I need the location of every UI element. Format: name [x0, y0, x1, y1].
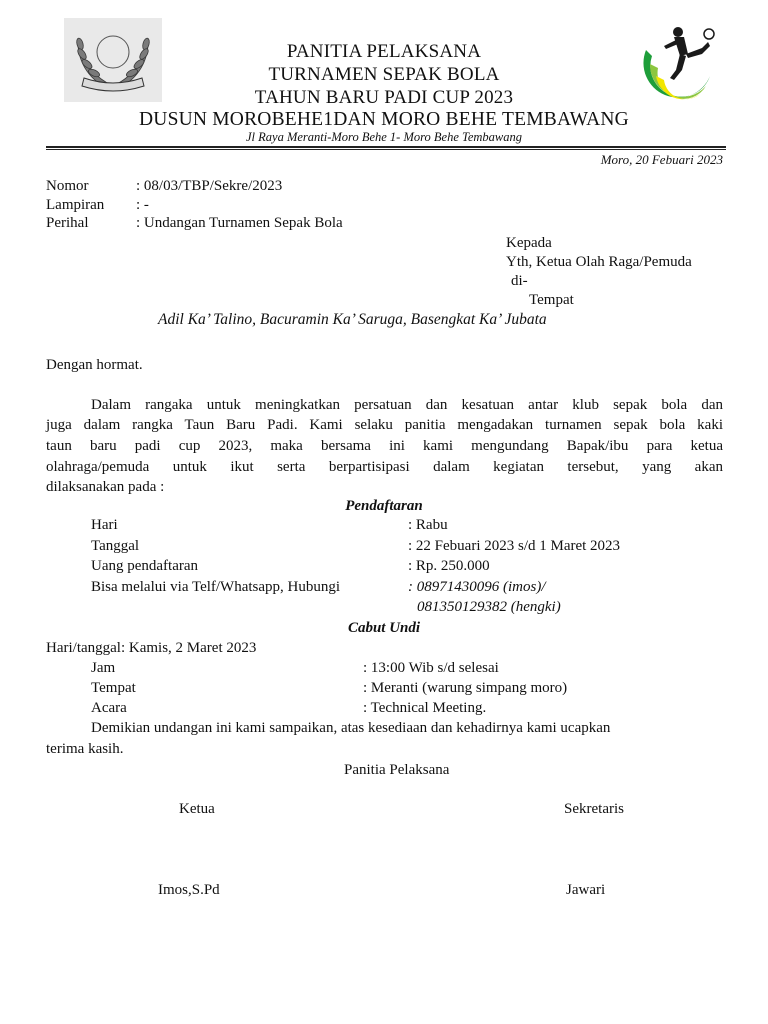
signature-right-title: Sekretaris: [564, 801, 624, 817]
body-line-4: olahraga/pemuda untuk ikut serta berpartisipasi dalam kegiatan tersebut, yang akan: [46, 459, 723, 475]
signature-right-name: Jawari: [566, 882, 606, 898]
perihal-value: : Undangan Turnamen Sepak Bola: [136, 215, 343, 231]
header-divider-thin: [46, 149, 726, 150]
cabut-undi-date: Hari/tanggal: Kamis, 2 Maret 2023: [46, 640, 257, 656]
lampiran-label: Lampiran: [46, 197, 105, 213]
recipient-to: Kepada: [506, 235, 552, 251]
signature-left-title: Ketua: [179, 801, 215, 817]
header-committee: PANITIA PELAKSANA: [286, 41, 482, 62]
pendaftaran-tanggal-label: Tanggal: [91, 538, 140, 554]
cabut-undi-title: Cabut Undi: [347, 620, 421, 636]
recipient-name: Yth, Ketua Olah Raga/Pemuda: [506, 254, 692, 270]
cabut-undi-acara-label: Acara: [91, 700, 127, 716]
cabut-undi-tempat-label: Tempat: [91, 680, 136, 696]
closing-line-1: Demikian undangan ini kami sampaikan, atas kesediaan dan kehadirnya kami ucapkan: [91, 720, 611, 736]
cabut-undi-jam-label: Jam: [91, 660, 116, 676]
pendaftaran-hari-label: Hari: [91, 517, 118, 533]
body-line-5: dilaksanakan pada :: [46, 479, 165, 495]
nomor-value: : 08/03/TBP/Sekre/2023: [136, 178, 283, 194]
pendaftaran-contact-label: Bisa melalui via Telf/Whatsapp, Hubungi: [91, 579, 341, 595]
recipient-place: Tempat: [529, 292, 574, 308]
header-event-title: TAHUN BARU PADI CUP 2023: [254, 87, 514, 108]
body-line-2: juga dalam rangka Taun Baru Padi. Kami selaku panitia mengadakan turnamen sepak bola kaki: [46, 417, 723, 433]
pendaftaran-hari-value: : Rabu: [408, 517, 448, 533]
pendaftaran-tanggal-value: : 22 Febuari 2023 s/d 1 Maret 2023: [408, 538, 621, 554]
lampiran-value: : -: [136, 197, 149, 213]
greeting: Dengan hormat.: [46, 357, 143, 373]
pendaftaran-title: Pendaftaran: [345, 498, 423, 514]
letter-date: Moro, 20 Febuari 2023: [600, 152, 723, 167]
header-village: DUSUN MOROBEHE1DAN MORO BEHE TEMBAWANG: [139, 109, 629, 130]
closing-line-2: terima kasih.: [46, 741, 124, 757]
pendaftaran-contact-value-2: 081350129382 (hengki): [417, 599, 561, 615]
signature-left-name: Imos,S.Pd: [158, 882, 220, 898]
header-divider: [46, 146, 726, 148]
cabut-undi-acara-value: : Technical Meeting.: [363, 700, 487, 716]
perihal-label: Perihal: [46, 215, 89, 231]
header-address: Jl Raya Meranti-Moro Behe 1- Moro Behe Tembawang: [246, 130, 522, 144]
body-line-1: Dalam rangaka untuk meningkatkan persatuan dan kesatuan antar klub sepak bola dan: [91, 397, 723, 413]
header-tournament: TURNAMEN SEPAK BOLA: [268, 64, 500, 85]
body-line-3: taun baru padi cup 2023, maka bersama ini kami mengundang Bapak/ibu para ketua: [46, 438, 723, 454]
pendaftaran-contact-value: : 08971430096 (imos)/: [408, 579, 546, 595]
pendaftaran-fee-label: Uang pendaftaran: [91, 558, 199, 574]
pendaftaran-fee-value: : Rp. 250.000: [408, 558, 490, 574]
recipient-at: di-: [511, 273, 528, 289]
signature-committee: Panitia Pelaksana: [344, 762, 450, 778]
cabut-undi-jam-value: : 13:00 Wib s/d selesai: [363, 660, 499, 676]
motto: Adil Ka’ Talino, Bacuramin Ka’ Saruga, Basengkat Ka’ Jubata: [158, 311, 547, 328]
nomor-label: Nomor: [46, 178, 89, 194]
cabut-undi-tempat-value: : Meranti (warung simpang moro): [363, 680, 568, 696]
